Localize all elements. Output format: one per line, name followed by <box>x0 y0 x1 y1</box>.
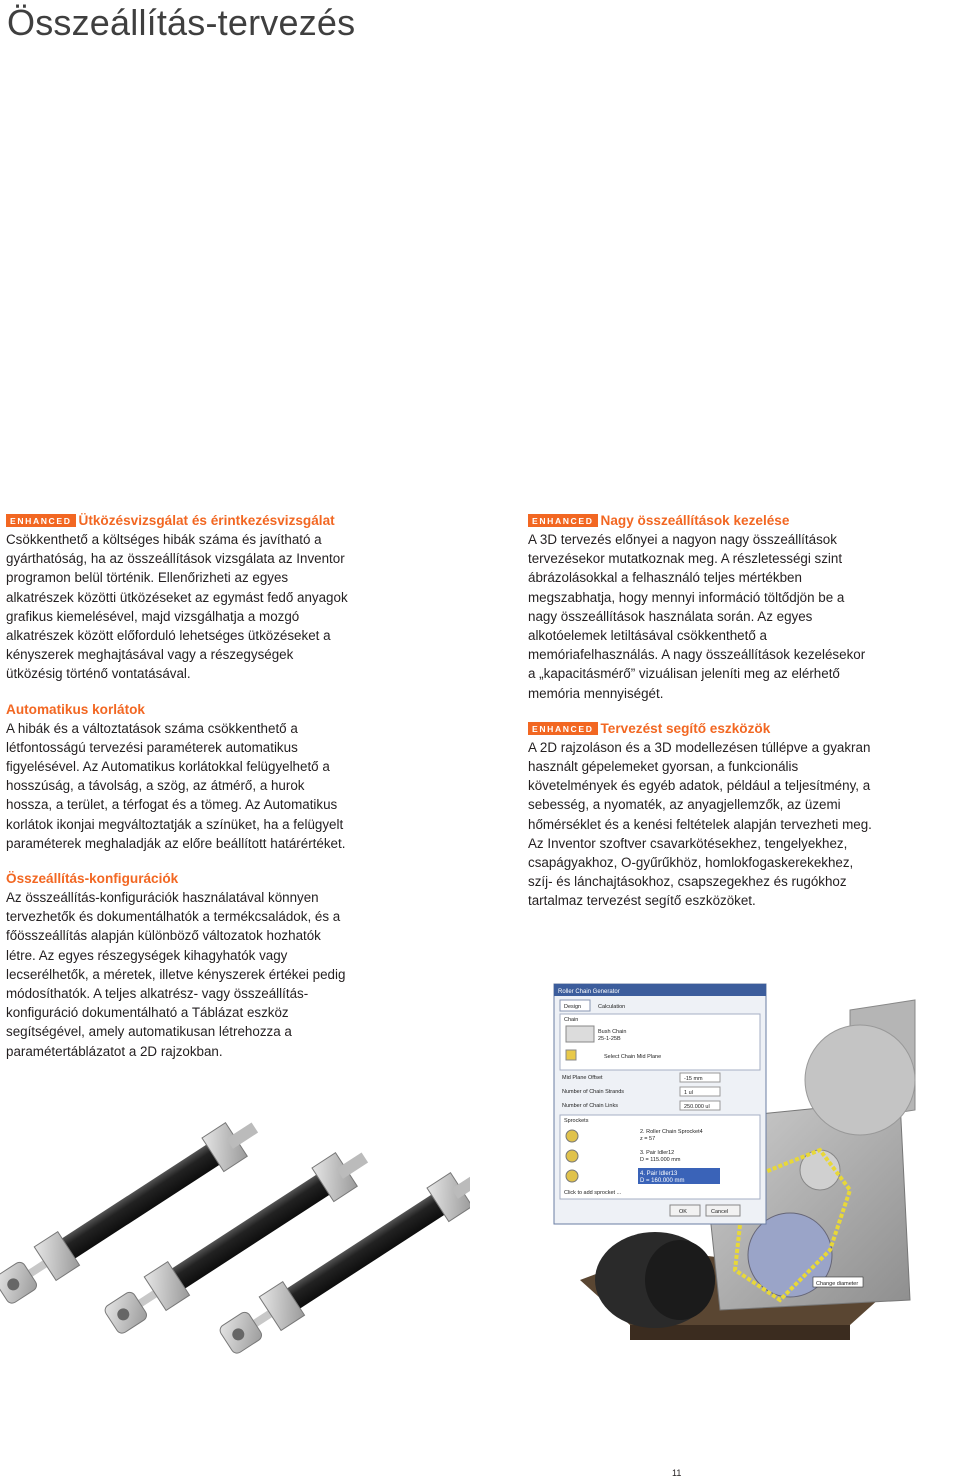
accelerators-section <box>528 719 873 911</box>
configs-section <box>6 869 351 1061</box>
sprockets-group-label: Sprockets <box>564 1118 589 1124</box>
dialog-title: Roller Chain Generator <box>558 989 620 995</box>
accelerators-text: A 2D rajzoláson és a 3D modellezésen túllépve a gyakran használt gépelemeket gyorsan, a funkcionális követelmények és egyéb adatok, például a teljesítmény, a sebesség, a nyomaték, az anyagjellemzők, az üzemi hőmérséklet és a kenési feltételek alapján tervezheti meg. Az Inventor szoftver csavarkötésekhez, tengelyekhez, csapágyakhoz, O-gyűrűkhöz, homlokfogaskerekekhez, szíj- és lánchajtásokhoz, csapszegekhez és rugókhoz tartalmaz tervezést segítő eszközöket. <box>528 739 872 909</box>
limits-section <box>6 700 351 853</box>
svg-text:Number of Chain Links: Number of Chain Links <box>562 1103 618 1109</box>
collision-section <box>6 511 351 684</box>
svg-text:Number of Chain Strands: Number of Chain Strands <box>562 1089 625 1095</box>
svg-text:Design: Design <box>564 1004 582 1010</box>
left-column <box>6 511 351 1077</box>
select-plane-icon[interactable] <box>566 1050 576 1060</box>
chain-group-label: Chain <box>564 1017 579 1023</box>
cylinder-1 <box>0 1111 266 1309</box>
svg-text:3. Pair Idler12: 3. Pair Idler12 <box>640 1150 675 1156</box>
svg-text:D = 115.000 mm: D = 115.000 mm <box>640 1157 681 1163</box>
svg-text:OK: OK <box>679 1209 687 1215</box>
chain-standard: 25-1-25B <box>598 1036 621 1042</box>
collision-title: Ütközésvizsgálat és érintkezésvizsgálat <box>78 513 335 528</box>
roller-chain-dialog <box>554 984 766 1224</box>
page-number: 11 <box>672 1468 682 1478</box>
chain-generator-illustration <box>520 980 940 1360</box>
svg-text:2. Roller Chain Sprocket4: 2. Roller Chain Sprocket4 <box>640 1129 703 1135</box>
page-title: Összeállítás-tervezés <box>7 2 356 43</box>
large-assemblies-title: Nagy összeállítások kezelése <box>600 513 790 528</box>
svg-text:Cancel: Cancel <box>711 1209 729 1215</box>
accelerators-heading <box>528 719 873 738</box>
svg-text:250.000 ul: 250.000 ul <box>684 1104 710 1110</box>
chain-name: Bush Chain <box>598 1029 627 1035</box>
add-sprocket-link[interactable]: Click to add sprocket ... <box>564 1190 622 1196</box>
svg-text:z = 57: z = 57 <box>640 1136 656 1142</box>
large-assemblies-heading <box>528 511 873 530</box>
enhanced-badge: ENHANCED <box>528 514 598 527</box>
enhanced-badge: ENHANCED <box>528 722 598 735</box>
tab-calculation[interactable]: Calculation <box>598 1004 626 1010</box>
svg-text:1 ul: 1 ul <box>684 1090 693 1096</box>
collision-text: Csökkenthető a költséges hibák száma és javítható a gyárthatóság, ha az összeállítások vizsgálata az Inventor programon belül történik. Ellenőrizheti az egyes alkatrészek közötti ütközéseket az egymást fedő anyagok grafikus kiemelésével, majd vizsgálhatja a mozgó alkatrészek között előforduló lehetséges ütközéseket a kényszerek meghajtásával vagy a részegységek ütközésig történő vontatásával. <box>6 532 348 682</box>
collision-heading <box>6 511 351 530</box>
large-assemblies-section <box>528 511 873 703</box>
limits-title: Automatikus korlátok <box>6 701 145 717</box>
svg-text:D = 160.000 mm: D = 160.000 mm <box>640 1178 685 1184</box>
select-plane-label: Select Chain Mid Plane <box>604 1054 662 1060</box>
configs-text: Az összeállítás-konfigurációk használatával könnyen tervezhetők és dokumentálhatók a termékcsaládok, és a főösszeállítás alapján különböző változatok hozhatók létre. Az egyes részegységek kihagyhatók vagy lecserélhetők, a méretek, illetve kényszerek értékei pedig módosíthatók. A teljes alkatrész- vagy összeállítás-konfiguráció dokumentálható a Táblázat eszköz segítségével, amely automatikusan létrehozza a paramétertáblázatot a 2D rajzokban. <box>6 890 346 1059</box>
accelerators-title: Tervezést segítő eszközök <box>600 720 771 736</box>
svg-text:Mid Plane Offset: Mid Plane Offset <box>562 1075 603 1081</box>
svg-text:4. Pair Idler13: 4. Pair Idler13 <box>640 1171 678 1177</box>
cylinder-2 <box>101 1141 376 1339</box>
large-assemblies-text: A 3D tervezés előnyei a nagyon nagy összeállítások tervezésekor mutatkoznak meg. A részletességi szint ábrázolásokkal a felhasználó teljes mértékben megszabhatja, hogy mennyi információ töltődjön be a nagy összeállítások használata során. Az egyes alkotóelemek letiltásával csökkenthető a memóriafelhasználás. A nagy összeállítások kezelésekor a „kapacitásmérő” vizuálisan jeleníti meg az elérhető memória mennyiségét. <box>528 532 866 701</box>
svg-text:-15 mm: -15 mm <box>684 1076 703 1082</box>
enhanced-badge: ENHANCED <box>6 514 76 527</box>
right-column <box>528 511 873 927</box>
change-diameter-label: Change diameter <box>816 1281 859 1287</box>
hydraulic-cylinders-illustration <box>0 1090 470 1360</box>
configs-title: Összeállítás-konfigurációk <box>6 871 179 887</box>
limits-text: A hibák és a változtatások száma csökkenthető a létfontosságú tervezési paraméterek automatikus figyelésével. Az Automatikus korlátokkal felügyelhető a hosszúság, a távolság, a szög, az átmérő, a hurok hossza, a terület, a térfogat és a tömeg. Az Automatikus korlátok ikonjai megváltoztatják a színüket, ha a felügyelt paraméterek meghaladják az előre beállított határértéket. <box>6 720 346 851</box>
